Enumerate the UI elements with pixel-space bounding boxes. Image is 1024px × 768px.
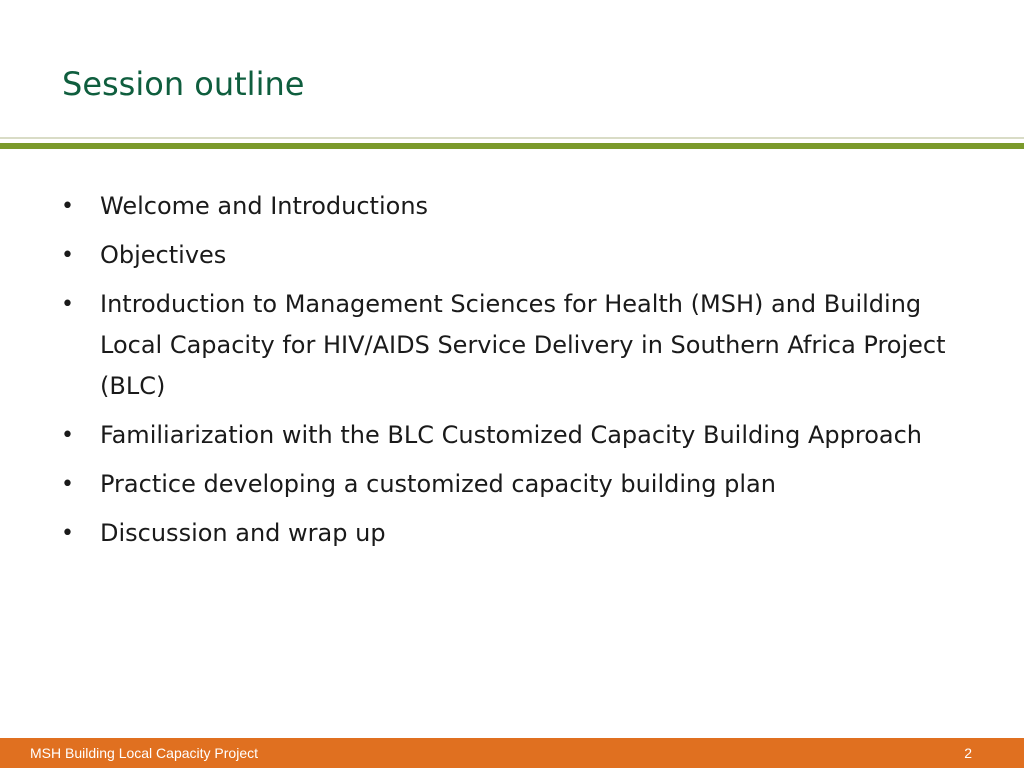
slide-title: Session outline (62, 65, 305, 103)
bullet-icon: • (61, 472, 74, 497)
footer-text: MSH Building Local Capacity Project (30, 745, 258, 761)
bullet-text: Familiarization with the BLC Customized Capacity Building Approach (100, 421, 922, 449)
bullet-icon: • (61, 243, 74, 268)
bullet-item (55, 284, 955, 407)
bullet-item (55, 513, 955, 554)
bullet-item (55, 235, 955, 276)
bullet-item (55, 415, 955, 456)
bullet-text: Objectives (100, 241, 227, 269)
bullet-text: Discussion and wrap up (100, 519, 386, 547)
bullet-icon: • (61, 194, 74, 219)
footer-bar (0, 738, 1024, 768)
bullet-icon: • (61, 423, 74, 448)
title-divider-thin (0, 137, 1024, 139)
bullet-text: Welcome and Introductions (100, 192, 429, 220)
bullet-icon: • (61, 521, 74, 546)
title-divider-thick (0, 143, 1024, 149)
bullet-item (55, 464, 955, 505)
bullet-icon: • (61, 292, 74, 317)
bullet-text: Practice developing a customized capacity building plan (100, 470, 776, 498)
bullet-text: Introduction to Management Sciences for Health (MSH) and Building Local Capacity for HIV/AIDS Service Delivery in Southern Africa Project (BLC) (100, 290, 946, 400)
bullet-item (55, 186, 955, 227)
page-number: 2 (964, 745, 972, 761)
bullet-list (55, 186, 955, 562)
